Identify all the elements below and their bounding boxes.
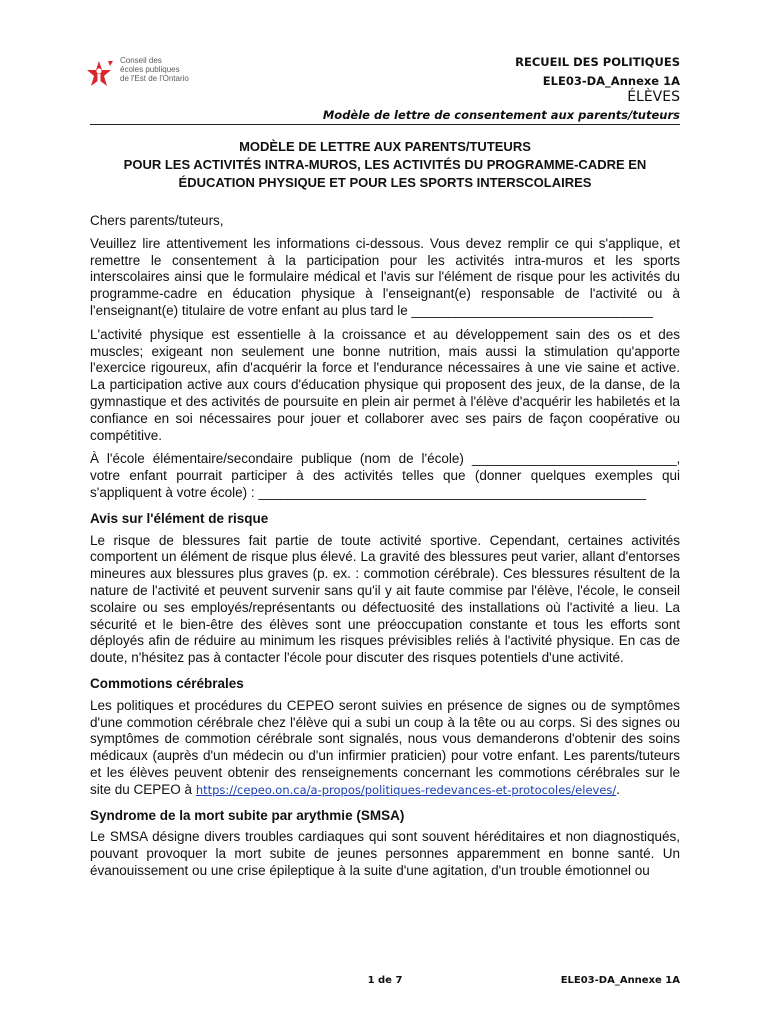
header-collection: RECUEIL DES POLITIQUES [515, 55, 680, 69]
greeting: Chers parents/tuteurs, [90, 213, 224, 228]
cepeo-policy-link[interactable]: https://cepeo.on.ca/a-propos/politiques-redevances-et-protocoles/eleves/ [195, 782, 617, 797]
title-line-2: POUR LES ACTIVITÉS INTRA-MUROS, LES ACTIVITÉS DU PROGRAMME-CADRE EN [123, 157, 647, 172]
activities-text: votre enfant pourrait participer à des activités telles que (donner quelques exemples qui s'appliquent à votre école) : [90, 468, 680, 500]
title-line-1: MODÈLE DE LETTRE AUX PARENTS/TUTEURS [239, 139, 531, 154]
star-figure-logo-icon [86, 59, 114, 89]
school-name-blank[interactable]: ____________________________, [471, 451, 680, 467]
header-divider [90, 124, 680, 125]
title-line-3: ÉDUCATION PHYSIQUE ET POUR LES SPORTS INTERSCOLAIRES [178, 175, 592, 190]
physical-activity-paragraph: L'activité physique est essentielle à la croissance et au développement sain des os et des muscles; exigeant non seulement une bonne nutrition, mais aussi la stimulation qu'apporte l'exercice rigoureux, afin d'acquérir la force et l'endurance nécessaires à une vie saine et active. La participation active aux cours d'éducation physique qui proposent des jeux, de la danse, de la gymnastique et des activités de poursuite en plein air permet à l'élève d'acquérir les habiletés et la confiance en soi nécessaires pour jouer et collaborer avec ses pairs de façon coopérative ou compétitive. [90, 326, 680, 443]
deadline-blank[interactable]: _________________________________ [411, 302, 653, 318]
cepeo-logo [86, 55, 206, 93]
header-section: ÉLÈVES [627, 89, 680, 105]
link-period: . [616, 781, 621, 797]
page-number: 1 de 7 [367, 975, 403, 986]
logo-text: Conseil des écoles publiques de l'Est de l'Ontario [120, 56, 189, 83]
page-title [90, 138, 680, 192]
footer-reference: ELE03-DA_Annexe 1A [560, 975, 680, 986]
school-text: À l'école élémentaire/secondaire publique (nom de l'école) [90, 451, 464, 467]
concussion-paragraph [90, 698, 680, 799]
school-paragraph [90, 451, 680, 501]
header-subtitle: Modèle de lettre de consentement aux parents/tuteurs [322, 108, 680, 122]
header-reference: ELE03-DA_Annexe 1A [542, 74, 680, 88]
smsa-paragraph: Le SMSA désigne divers troubles cardiaques qui sont souvent héréditaires et non diagnostiqués, pouvant provoquer la mort subite de jeunes personnes apparemment en bonne santé. Un évanouissement ou une crise épileptique à la suite d'une agitation, d'un trouble émotionnel ou [90, 829, 680, 878]
instructions-paragraph [90, 236, 680, 320]
letter-body [90, 213, 680, 887]
activities-blank[interactable]: _____________________________________________________ [258, 484, 646, 500]
concussion-heading: Commotions cérébrales [90, 675, 244, 691]
concussion-text: Les politiques et procédures du CEPEO seront suivies en présence de signes ou de symptômes d'une commotion cérébrale chez l'élève qui a subi un coup à la tête ou au corps. Si des signes ou symptômes de commotion cérébrale sont signalés, nous vous demanderons d'obtenir des soins médicaux (auprès d'un médecin ou d'un infirmier praticien) pour votre enfant. Les parents/tuteurs et les élèves peuvent obtenir des renseignements concernant les commotions cérébrales sur le site du CEPEO à [90, 697, 680, 797]
instructions-text: Veuillez lire attentivement les informations ci-dessous. Vous devez remplir ce qui s'applique, et remettre le consentement à la participation pour les activités intra-muros et les sports interscolaires ainsi que le formulaire médical et l'avis sur l'élément de risque pour les activités du programme-cadre en éducation physique à l'enseignant(e) responsable de l'activité ou à l'enseignant(e) titulaire de votre enfant au plus tard le [90, 235, 680, 318]
smsa-heading: Syndrome de la mort subite par arythmie (SMSA) [90, 807, 405, 823]
risk-heading: Avis sur l'élément de risque [90, 510, 269, 526]
risk-paragraph: Le risque de blessures fait partie de toute activité sportive. Cependant, certaines activités comportent un élément de risque plus élevé. La gravité des blessures peut varier, allant d'entorses mineures aux blessures plus graves (p. ex. : commotion cérébrale). Ces blessures résultent de la nature de l'activité et peuvent survenir sans qu'il y ait faute commise par l'élève, l'école, le conseil scolaire ou ses employés/représentants ou défectuosité des installations où l'activité a lieu. La sécurité et le bien-être des élèves sont une préoccupation constante et tous les efforts sont déployés afin de réduire au minimum les risques prévisibles reliés à l'activité physique. En cas de doute, n'hésitez pas à contacter l'école pour discuter des risques potentiels d'une activité. [90, 532, 680, 666]
